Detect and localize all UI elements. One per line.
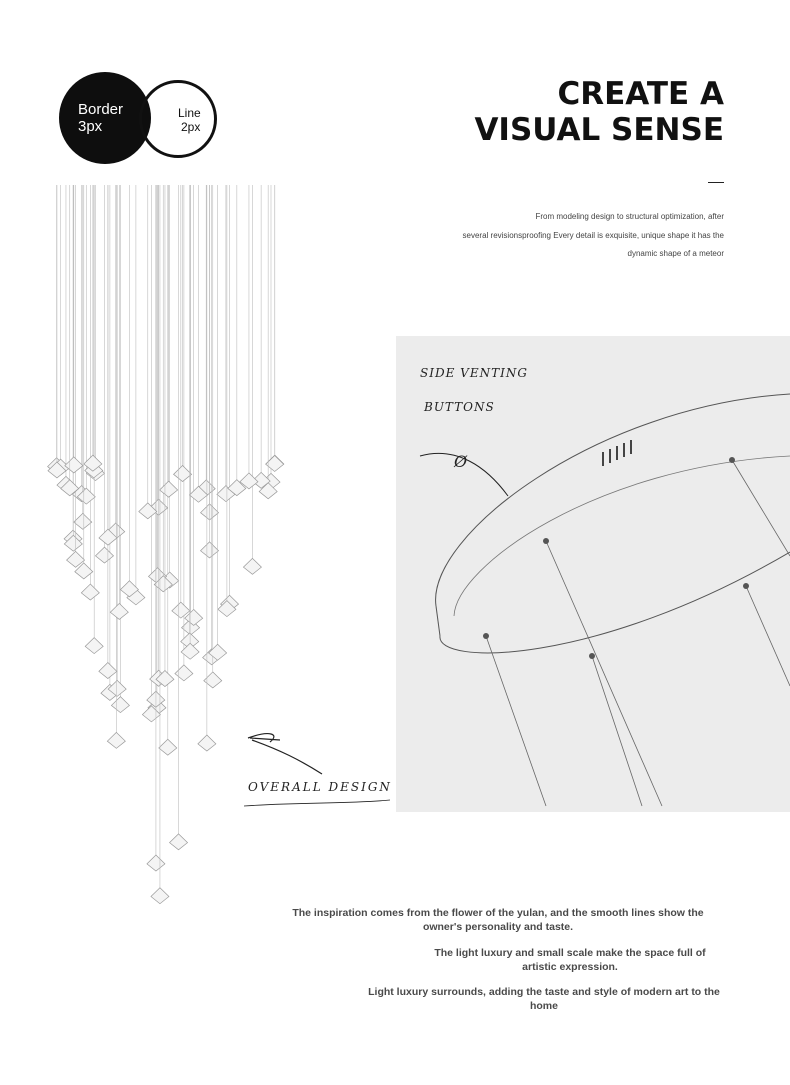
crystal-pendant	[151, 888, 169, 904]
crystal-pendant	[65, 457, 83, 473]
border-word: Border	[78, 101, 124, 118]
crystal-pendant	[85, 638, 103, 654]
buttons-label: BUTTONS	[424, 400, 495, 414]
diameter-label: Ø	[454, 452, 469, 471]
intro-line-3: dynamic shape of a meteor	[627, 249, 724, 258]
crystal-pendant	[204, 672, 222, 688]
crystal-pendant	[160, 481, 178, 497]
crystal-pendant	[111, 697, 129, 713]
line-badge	[139, 80, 217, 158]
crystal-pendant	[107, 732, 125, 748]
overall-design-arrow	[240, 720, 400, 810]
crystal-pendant	[99, 663, 117, 679]
title-line-2: VISUAL SENSE	[474, 112, 724, 148]
intro-text	[394, 208, 724, 264]
crystal-pendant	[110, 603, 128, 619]
crystal-pendant	[95, 547, 113, 563]
border-value: 3px	[78, 118, 103, 135]
border-badge	[59, 72, 151, 164]
crystal-pendant	[201, 542, 219, 558]
crystal-pendant	[81, 584, 99, 600]
paragraph-modern-art: Light luxury surrounds, adding the taste and style of modern art to the home	[368, 986, 720, 1012]
crystal-pendant	[243, 558, 261, 574]
side-venting-label: SIDE VENTING	[420, 366, 528, 380]
page-title	[474, 76, 724, 148]
crystal-pendant	[147, 855, 165, 871]
intro-line-1: From modeling design to structural optimization, after	[535, 212, 724, 221]
chandelier-illustration	[40, 185, 300, 985]
intro-line-2: several revisionsproofing Every detail is exquisite, unique shape it has the	[462, 230, 724, 240]
overall-design-label: OVERALL DESIGN	[248, 780, 392, 794]
crystal-pendant	[170, 834, 188, 850]
crystal-pendant	[159, 739, 177, 755]
crystal-pendant	[198, 735, 216, 751]
crystal-pendant	[174, 466, 192, 482]
title-line-1: CREATE A	[557, 76, 724, 112]
divider	[708, 182, 724, 183]
paragraph-inspiration: The inspiration comes from the flower of the yulan, and the smooth lines show the owner's personality and taste.	[292, 907, 704, 933]
paragraph-light-luxury: The light luxury and small scale make the space full of artistic expression.	[434, 947, 706, 973]
line-value: 2px	[181, 120, 201, 134]
sketch-panel	[396, 336, 790, 812]
line-word: Line	[178, 106, 201, 120]
crystal-pendant	[175, 665, 193, 681]
crystal-pendant	[74, 513, 92, 529]
